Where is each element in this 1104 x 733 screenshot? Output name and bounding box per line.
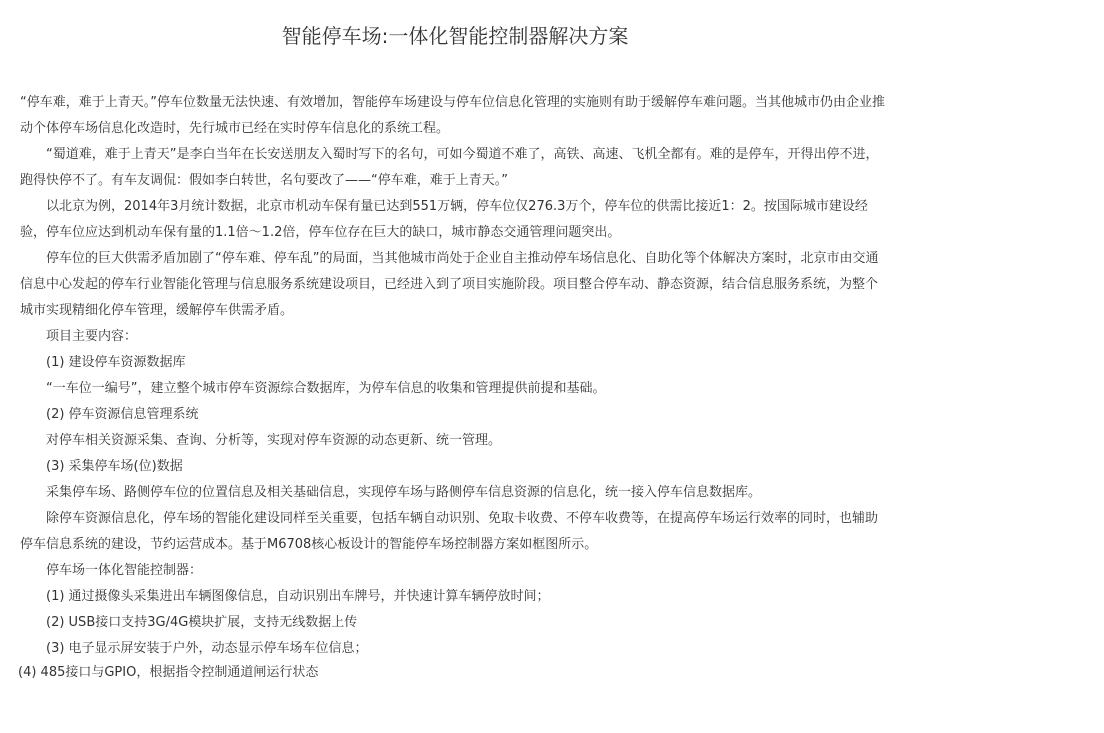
article-title: 智能停车场:一体化智能控制器解决方案	[281, 24, 629, 48]
paragraph-intro: “停车难，难于上青天。”停车位数量无法快速、有效增加，智能停车场建设与停车位信息化管理的实施则有助于缓解停车难问题。当其他城市仍由企业推动个体停车场信息化改造时，先行城市已经在实时停车信息化的系统工程。	[20, 95, 885, 136]
controller-feature-1: (1) 通过摄像头采集进出车辆图像信息，自动识别出车牌号，并快速计算车辆停放时间；	[46, 589, 550, 604]
paragraph-controller-heading: 停车场一体化智能控制器：	[46, 563, 203, 578]
controller-feature-3: (3) 电子显示屏安装于户外，动态显示停车场车位信息；	[46, 641, 368, 656]
controller-feature-4: (4) 485接口与GPIO，根据指令控制通道闸运行状态	[18, 665, 319, 680]
article-body	[20, 90, 890, 662]
list-item-2-title: (2) 停车资源信息管理系统	[46, 407, 199, 422]
paragraph-project-heading: 项目主要内容：	[46, 329, 138, 344]
controller-feature-2: (2) USB接口支持3G/4G模块扩展，支持无线数据上传	[46, 615, 358, 630]
list-item-3-title: (3) 采集停车场(位)数据	[46, 459, 183, 474]
paragraph-smart-construction: 除停车资源信息化，停车场的智能化建设同样至关重要，包括车辆自动识别、免取卡收费、不停车收费等，在提高停车场运行效率的同时，也辅助停车信息系统的建设，节约运营成本。基于M6708核心板设计的智能停车场控制器方案如框图所示。	[20, 511, 879, 552]
list-item-1-desc: “一车位一编号”，建立整个城市停车资源综合数据库，为停车信息的收集和管理提供前提和基础。	[46, 381, 606, 396]
paragraph-supply-demand: 停车位的巨大供需矛盾加剧了“停车难、停车乱”的局面，当其他城市尚处于企业自主推动停车场信息化、自助化等个体解决方案时，北京市由交通信息中心发起的停车行业智能化管理与信息服务系统建设项目，已经进入到了项目实施阶段。项目整合停车动、静态资源，结合信息服务系统，为整个城市实现精细化停车管理，缓解停车供需矛盾。	[20, 251, 879, 318]
list-item-2-desc: 对停车相关资源采集、查询、分析等，实现对停车资源的动态更新、统一管理。	[46, 433, 502, 448]
list-item-1-title: (1) 建设停车资源数据库	[46, 355, 186, 370]
paragraph-beijing-stats: 以北京为例，2014年3月统计数据，北京市机动车保有量已达到551万辆，停车位仅276.3万个，停车位的供需比接近1：2。按国际城市建设经验，停车位应达到机动车保有量的1.1倍～1.2倍，停车位存在巨大的缺口，城市静态交通管理问题突出。	[20, 199, 868, 240]
list-item-3-desc: 采集停车场、路侧停车位的位置信息及相关基础信息，实现停车场与路侧停车信息资源的信息化，统一接入停车信息数据库。	[46, 485, 762, 500]
paragraph-shudao: “蜀道难，难于上青天”是李白当年在长安送朋友入蜀时写下的名句，可如今蜀道不难了，高铁、高速、飞机全都有。难的是停车，开得出停不进，跑得快停不了。有车友调侃：假如李白转世，名句要改了——“停车难，难于上青天。”	[20, 147, 879, 188]
